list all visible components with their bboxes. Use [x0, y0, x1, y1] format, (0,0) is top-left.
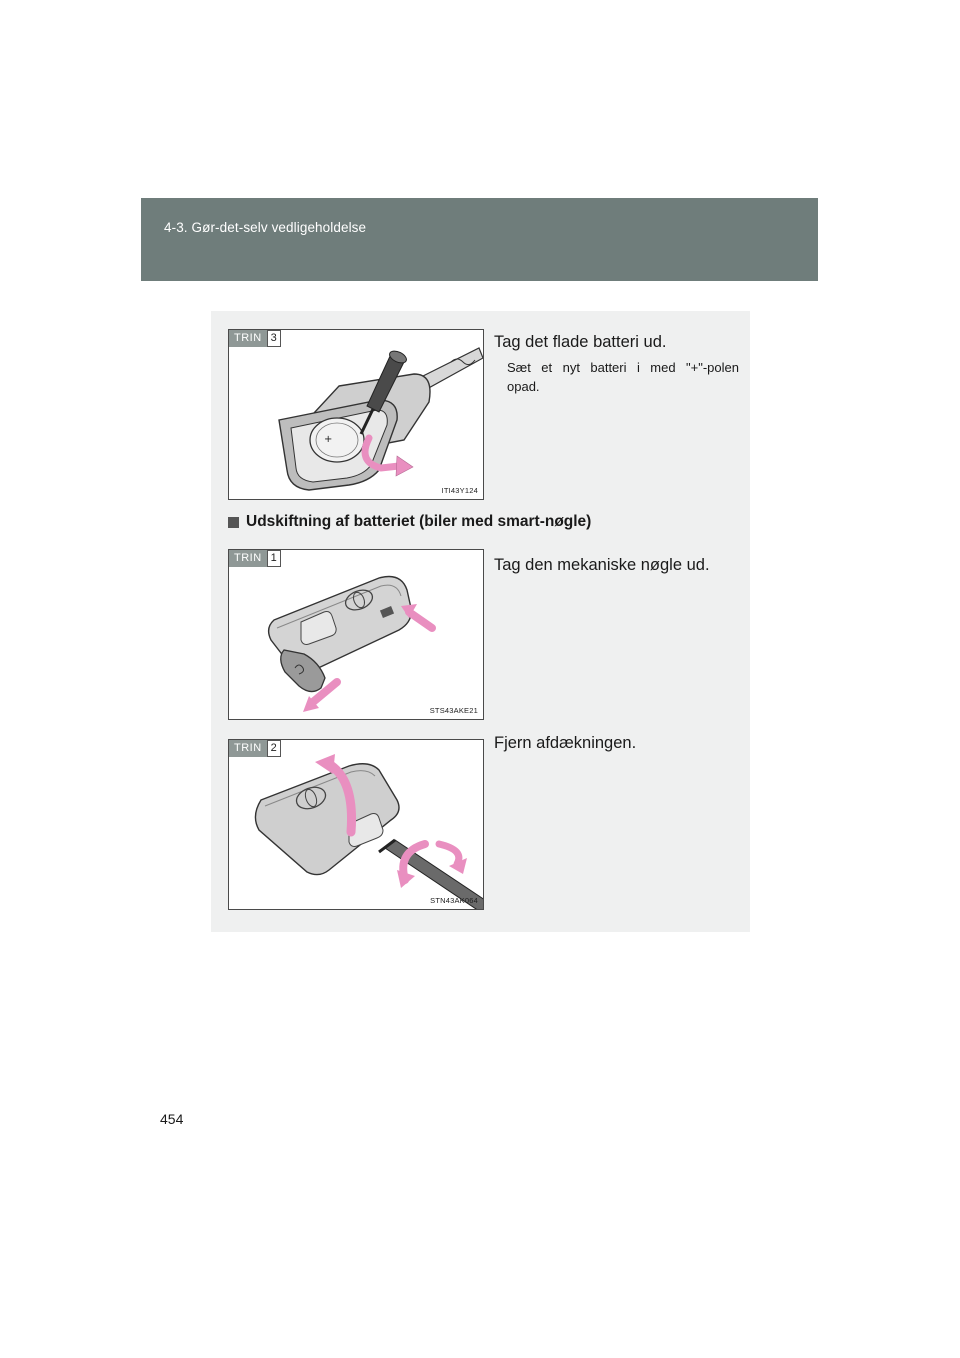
section-title: 4-3. Gør-det-selv vedligeholdelse: [164, 220, 367, 235]
step-instruction: Tag den mekaniske nøgle ud.: [494, 556, 710, 574]
step-badge-label: TRIN: [229, 330, 267, 347]
step-badge-number: 1: [267, 550, 281, 567]
square-bullet-icon: [228, 517, 239, 528]
section-header: [141, 198, 818, 281]
step-badge-number: 2: [267, 740, 281, 757]
smart-key-illustration: [229, 550, 484, 720]
page-number: 454: [160, 1111, 184, 1127]
step-badge: [229, 550, 281, 567]
step-badge-label: TRIN: [229, 550, 267, 567]
instruction-panel: [211, 311, 750, 932]
step-badge: [229, 330, 281, 347]
image-code: STS43AKE21: [429, 706, 478, 715]
step-badge: [229, 740, 281, 757]
section-heading-text: Udskiftning af batteriet (biler med smart-nøgle): [246, 513, 592, 530]
step-instruction: Fjern afdækningen.: [494, 734, 637, 752]
step-illustration-remove-cover: [228, 739, 484, 910]
step-instruction: Tag det flade batteri ud.: [494, 333, 667, 351]
key-battery-illustration: [229, 330, 484, 500]
step-illustration-remove-battery: [228, 329, 484, 500]
step-badge-label: TRIN: [229, 740, 267, 757]
svg-text:+: +: [324, 434, 333, 445]
image-code: ITI43Y124: [441, 486, 478, 495]
cover-removal-illustration: [229, 740, 484, 910]
step-badge-number: 3: [267, 330, 281, 347]
image-code: STN43AK064: [430, 896, 478, 905]
section-heading: [228, 513, 591, 531]
step-note: Sæt et nyt batteri i med "+"-polen opad.: [507, 360, 739, 394]
step-illustration-remove-mechanical-key: [228, 549, 484, 720]
